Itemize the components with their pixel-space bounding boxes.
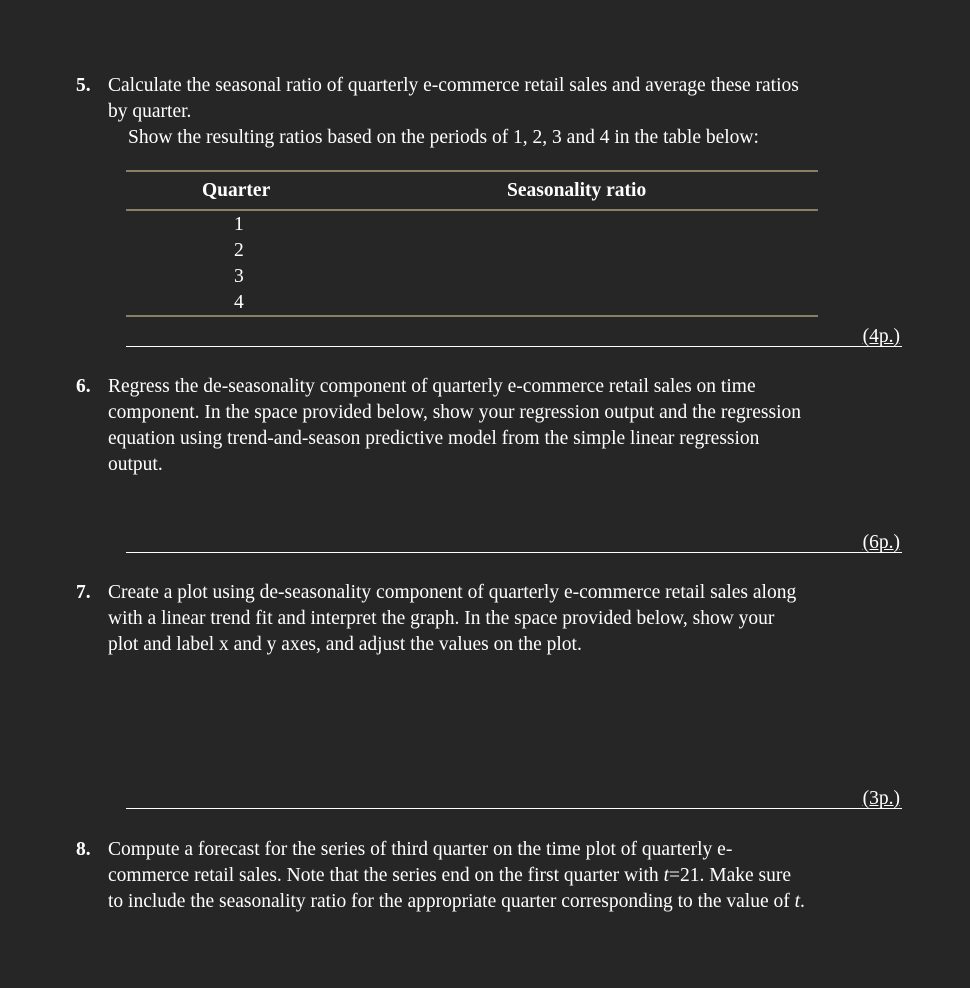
question-6-text [108, 374, 908, 478]
question-7-line-3: plot and label x and y axes, and adjust the values on the plot. [108, 634, 582, 655]
table-header-quarter: Quarter [202, 180, 271, 201]
question-8-line-2-end: =21. Make sure [668, 865, 791, 886]
table-row-quarter-4: 4 [234, 292, 244, 313]
question-7-number: 7. [76, 582, 91, 603]
answer-line-5[interactable] [126, 320, 902, 347]
table-top-rule [126, 170, 818, 172]
points-7: (3p.) [862, 788, 900, 809]
variable-t: t [663, 865, 669, 886]
question-6-number: 6. [76, 376, 91, 397]
variable-t-2: t [794, 891, 801, 912]
question-8-line-1: Compute a forecast for the series of third quarter on the time plot of quarterly e- [108, 839, 733, 860]
question-6-line-2: component. In the space provided below, show your regression output and the regression [108, 402, 801, 423]
question-8-line-2 [108, 863, 908, 889]
question-5-text [108, 73, 908, 125]
question-7-line-1: Create a plot using de-seasonality component of quarterly e-commerce retail sales along [108, 582, 797, 603]
question-7-line-2: with a linear trend fit and interpret the graph. In the space provided below, show your [108, 608, 775, 629]
answer-line-6[interactable] [126, 526, 902, 553]
question-8-line-3-start: to include the seasonality ratio for the appropriate quarter corresponding to the value of [108, 891, 795, 912]
table-row-quarter-3: 3 [234, 266, 244, 287]
table-row-quarter-2: 2 [234, 240, 244, 261]
points-6: (6p.) [862, 532, 900, 553]
question-5-line-2: by quarter. [108, 101, 192, 122]
question-8-line-3 [108, 889, 908, 915]
question-6-line-4: output. [108, 454, 163, 475]
question-5-subtext: Show the resulting ratios based on the periods of 1, 2, 3 and 4 in the table below: [128, 127, 759, 148]
table-header-rule [126, 209, 818, 211]
question-8-line-3-end: . [800, 891, 805, 912]
question-5-line-1: Calculate the seasonal ratio of quarterly e-commerce retail sales and average these ratios [108, 75, 799, 96]
question-8-number: 8. [76, 839, 91, 860]
table-header-seasonality-ratio: Seasonality ratio [507, 180, 647, 201]
table-row-quarter-1: 1 [234, 214, 244, 235]
question-5-number: 5. [76, 75, 91, 96]
question-6-line-3: equation using trend-and-season predictive model from the simple linear regression [108, 428, 760, 449]
question-8-line-2-start: commerce retail sales. Note that the series end on the first quarter with [108, 865, 664, 886]
question-8-text [108, 837, 908, 915]
answer-line-7[interactable] [126, 782, 902, 809]
question-7-text [108, 580, 908, 658]
table-bottom-rule [126, 315, 818, 317]
question-6-line-1: Regress the de-seasonality component of quarterly e-commerce retail sales on time [108, 376, 756, 397]
points-5: (4p.) [862, 326, 900, 347]
